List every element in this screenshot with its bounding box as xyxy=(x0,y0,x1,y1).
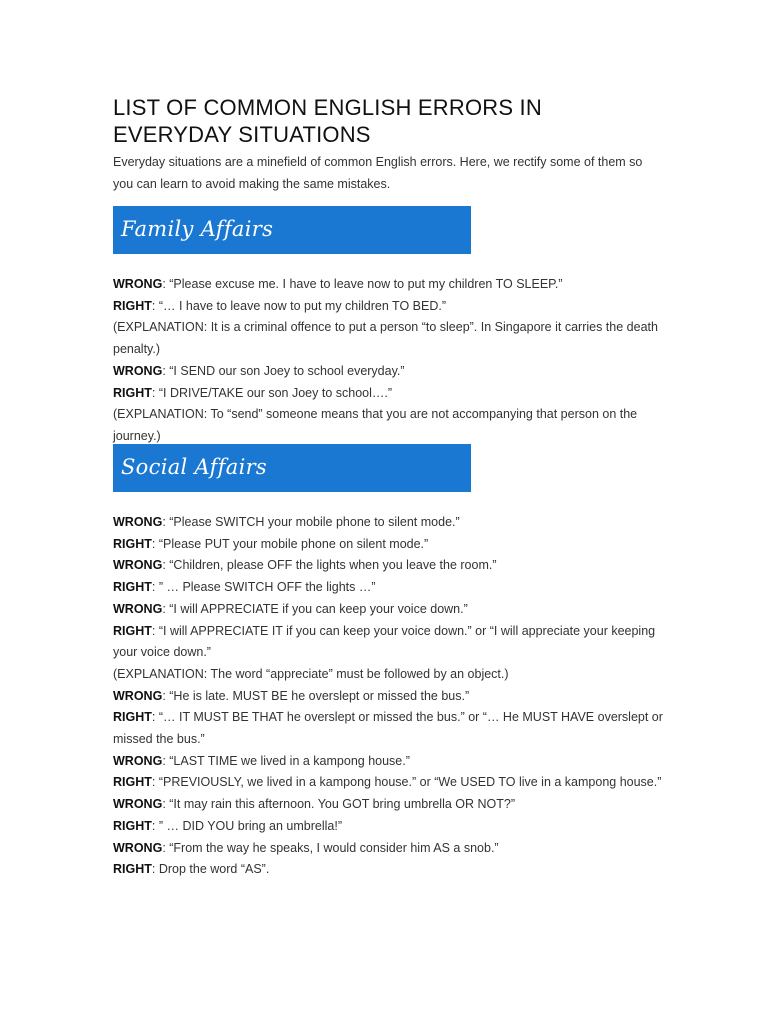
line-text: : “Please PUT your mobile phone on silent mode.” xyxy=(151,536,429,551)
line-text: : ” … DID YOU bring an umbrella!” xyxy=(151,818,342,833)
page-title: LIST OF COMMON ENGLISH ERRORS IN EVERYDAY SITUATIONS xyxy=(113,95,542,147)
right-label: RIGHT xyxy=(113,536,152,551)
section-heading-family-affairs: Family Affairs xyxy=(121,217,274,241)
section-family-affairs xyxy=(113,274,668,448)
right-line xyxy=(113,621,668,664)
line-text: : “PREVIOUSLY, we lived in a kampong house.” or “We USED TO live in a kampong house.” xyxy=(151,775,662,790)
line-text: : “… I have to leave now to put my children TO BED.” xyxy=(151,298,447,313)
wrong-line xyxy=(113,794,668,816)
line-text: : “… IT MUST BE THAT he overslept or missed the bus.” or “… He MUST HAVE overslept or missed the bus.” xyxy=(113,710,663,747)
section-heading-social-affairs: Social Affairs xyxy=(121,455,268,479)
line-text: (EXPLANATION: It is a criminal offence to put a person “to sleep”. In Singapore it carries the death penalty.) xyxy=(113,320,658,357)
line-text: : “I SEND our son Joey to school everyday.” xyxy=(162,363,405,378)
wrong-line xyxy=(113,599,668,621)
intro-paragraph: Everyday situations are a minefield of common English errors. Here, we rectify some of them so you can learn to avoid making the same mistakes. xyxy=(113,155,643,191)
line-text: : “From the way he speaks, I would consider him AS a snob.” xyxy=(162,840,499,855)
right-line xyxy=(113,816,668,838)
section-banner-family-affairs xyxy=(113,206,471,254)
right-label: RIGHT xyxy=(113,580,152,595)
wrong-label: WRONG xyxy=(113,753,163,768)
wrong-line xyxy=(113,361,668,383)
right-line xyxy=(113,577,668,599)
right-label: RIGHT xyxy=(113,623,152,638)
line-text: : “Children, please OFF the lights when you leave the room.” xyxy=(162,558,497,573)
right-label: RIGHT xyxy=(113,818,152,833)
line-text: : ” … Please SWITCH OFF the lights …” xyxy=(151,580,376,595)
wrong-line xyxy=(113,555,668,577)
wrong-line xyxy=(113,274,668,296)
line-text: : “He is late. MUST BE he overslept or missed the bus.” xyxy=(162,688,470,703)
line-text: : “It may rain this afternoon. You GOT bring umbrella OR NOT?” xyxy=(162,797,516,812)
wrong-label: WRONG xyxy=(113,558,163,573)
right-line xyxy=(113,296,668,318)
line-text: : “LAST TIME we lived in a kampong house.” xyxy=(162,753,410,768)
section-banner-social-affairs xyxy=(113,444,471,492)
wrong-label: WRONG xyxy=(113,515,163,529)
wrong-label: WRONG xyxy=(113,840,163,855)
right-label: RIGHT xyxy=(113,710,152,725)
line-text: : “I will APPRECIATE if you can keep your voice down.” xyxy=(162,601,468,616)
wrong-line xyxy=(113,686,668,708)
explanation-line xyxy=(113,404,668,447)
wrong-label: WRONG xyxy=(113,363,163,378)
right-label: RIGHT xyxy=(113,775,152,790)
line-text: : “Please excuse me. I have to leave now to put my children TO SLEEP.” xyxy=(162,277,563,291)
wrong-label: WRONG xyxy=(113,797,163,812)
wrong-line xyxy=(113,838,668,860)
right-label: RIGHT xyxy=(113,298,152,313)
right-line xyxy=(113,707,668,750)
line-text: : “Please SWITCH your mobile phone to silent mode.” xyxy=(162,515,460,529)
explanation-line xyxy=(113,664,668,686)
wrong-line xyxy=(113,512,668,534)
right-label: RIGHT xyxy=(113,385,152,400)
wrong-label: WRONG xyxy=(113,688,163,703)
right-line xyxy=(113,772,668,794)
wrong-line xyxy=(113,751,668,773)
line-text: : Drop the word “AS”. xyxy=(151,862,270,877)
line-text: (EXPLANATION: To “send” someone means that you are not accompanying that person on the journey.) xyxy=(113,407,638,443)
right-line xyxy=(113,859,668,881)
wrong-label: WRONG xyxy=(113,277,163,291)
line-text: : “I will APPRECIATE IT if you can keep your voice down.” or “I will appreciate your keeping your voice down.” xyxy=(113,623,656,660)
section-social-affairs xyxy=(113,512,668,881)
right-label: RIGHT xyxy=(113,862,152,877)
right-line xyxy=(113,383,668,405)
explanation-line xyxy=(113,317,668,360)
right-line xyxy=(113,534,668,556)
wrong-label: WRONG xyxy=(113,601,163,616)
line-text: : “I DRIVE/TAKE our son Joey to school….” xyxy=(151,385,393,400)
line-text: (EXPLANATION: The word “appreciate” must be followed by an object.) xyxy=(113,666,509,681)
